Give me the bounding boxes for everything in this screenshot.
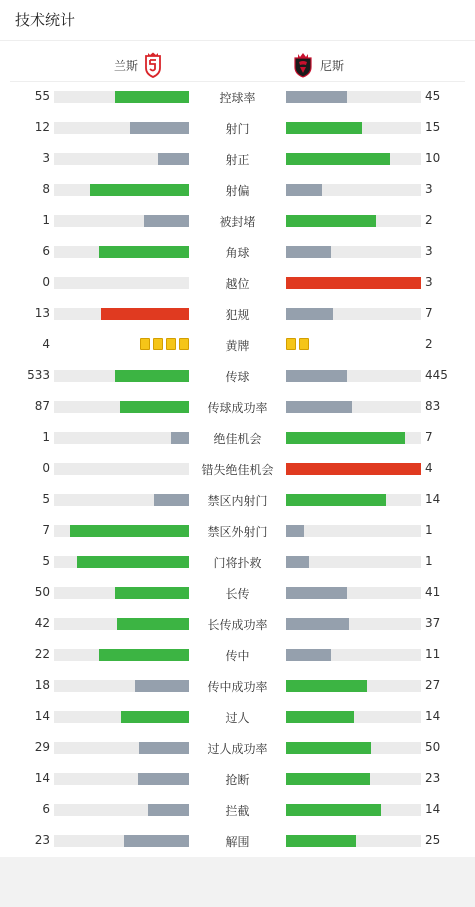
home-value: 18 bbox=[34, 678, 50, 692]
home-bar-track bbox=[54, 773, 189, 785]
stat-label: 门将扑救 bbox=[213, 556, 262, 570]
home-bar-track bbox=[54, 122, 189, 134]
away-value: 7 bbox=[425, 306, 433, 320]
away-bar bbox=[286, 680, 367, 692]
home-bar bbox=[121, 711, 189, 723]
yellow-card-icon bbox=[166, 338, 176, 350]
home-value: 0 bbox=[42, 275, 50, 289]
away-value: 4 bbox=[425, 461, 433, 475]
home-value: 22 bbox=[34, 647, 50, 661]
away-bar-track bbox=[286, 401, 421, 413]
home-bar-track bbox=[54, 463, 189, 475]
home-value: 12 bbox=[34, 120, 50, 134]
away-bar-track bbox=[286, 153, 421, 165]
stat-row bbox=[0, 422, 475, 453]
away-value: 14 bbox=[425, 802, 441, 816]
home-value: 14 bbox=[34, 709, 50, 723]
home-value: 13 bbox=[34, 306, 50, 320]
reims-crest-icon bbox=[144, 52, 162, 78]
away-bar-track bbox=[286, 587, 421, 599]
away-bar bbox=[286, 711, 354, 723]
stat-label: 传球成功率 bbox=[207, 401, 268, 415]
stats-list bbox=[0, 81, 475, 856]
home-value: 23 bbox=[34, 833, 50, 847]
away-bar bbox=[286, 649, 331, 661]
home-bar bbox=[138, 773, 189, 785]
away-value: 37 bbox=[425, 616, 441, 630]
away-bar bbox=[286, 494, 386, 506]
stat-label: 错失绝佳机会 bbox=[201, 463, 274, 477]
away-bar-track bbox=[286, 91, 421, 103]
home-value: 533 bbox=[27, 368, 50, 382]
home-value: 0 bbox=[42, 461, 50, 475]
stat-row bbox=[0, 236, 475, 267]
away-bar-track bbox=[286, 122, 421, 134]
home-bar-track bbox=[54, 401, 189, 413]
home-value: 29 bbox=[34, 740, 50, 754]
home-bar bbox=[90, 184, 189, 196]
stat-row bbox=[0, 143, 475, 174]
stat-label: 传中成功率 bbox=[207, 680, 268, 694]
home-value: 14 bbox=[34, 771, 50, 785]
stat-row bbox=[0, 608, 475, 639]
away-bar-track bbox=[286, 277, 421, 289]
home-bar-track bbox=[54, 680, 189, 692]
away-bar bbox=[286, 587, 347, 599]
stat-label: 射正 bbox=[225, 153, 250, 167]
away-value: 15 bbox=[425, 120, 441, 134]
home-value: 42 bbox=[34, 616, 50, 630]
stat-row bbox=[0, 391, 475, 422]
away-bar bbox=[286, 215, 376, 227]
home-bar bbox=[171, 432, 189, 444]
stat-row bbox=[0, 701, 475, 732]
page-title: 技术统计 bbox=[15, 11, 76, 29]
stat-label: 绝佳机会 bbox=[213, 432, 262, 446]
away-value: 3 bbox=[425, 182, 433, 196]
home-value: 55 bbox=[34, 89, 50, 103]
away-bar bbox=[286, 91, 347, 103]
away-bar-track bbox=[286, 370, 421, 382]
yellow-card-icon bbox=[140, 338, 150, 350]
home-value: 8 bbox=[42, 182, 50, 196]
home-bar bbox=[115, 587, 189, 599]
stat-label: 禁区内射门 bbox=[207, 494, 268, 508]
home-bar-track bbox=[54, 742, 189, 754]
home-team-name: 兰斯 bbox=[113, 58, 138, 73]
away-bar-track bbox=[286, 308, 421, 320]
yellow-card-icon bbox=[299, 338, 309, 350]
stat-label: 禁区外射门 bbox=[207, 525, 268, 539]
home-bar-track bbox=[54, 432, 189, 444]
away-bar-track bbox=[286, 649, 421, 661]
stat-label: 角球 bbox=[225, 246, 250, 260]
away-value: 83 bbox=[425, 399, 441, 413]
stat-row bbox=[0, 484, 475, 515]
stat-row bbox=[0, 329, 475, 360]
stat-label: 越位 bbox=[225, 277, 250, 291]
home-bar-track bbox=[54, 91, 189, 103]
stat-row bbox=[0, 763, 475, 794]
stat-label: 拦截 bbox=[225, 804, 250, 818]
home-bar-track bbox=[54, 711, 189, 723]
home-bar-track bbox=[54, 618, 189, 630]
home-value: 5 bbox=[42, 492, 50, 506]
away-bar-track bbox=[286, 680, 421, 692]
home-bar bbox=[101, 308, 189, 320]
home-bar-track bbox=[54, 277, 189, 289]
home-bar-track bbox=[54, 184, 189, 196]
home-bar bbox=[135, 680, 189, 692]
away-bar-track bbox=[286, 494, 421, 506]
away-value: 23 bbox=[425, 771, 441, 785]
home-bar bbox=[148, 804, 189, 816]
away-value: 50 bbox=[425, 740, 441, 754]
stat-row bbox=[0, 205, 475, 236]
away-value: 10 bbox=[425, 151, 441, 165]
stat-row bbox=[0, 670, 475, 701]
away-value: 3 bbox=[425, 244, 433, 258]
stat-row bbox=[0, 825, 475, 856]
stat-row bbox=[0, 360, 475, 391]
home-bar-track bbox=[54, 370, 189, 382]
away-bar-track bbox=[286, 618, 421, 630]
away-bar bbox=[286, 773, 370, 785]
stat-label: 射门 bbox=[225, 122, 250, 136]
home-bar bbox=[115, 91, 189, 103]
away-bar-track bbox=[286, 773, 421, 785]
away-bar-track bbox=[286, 463, 421, 475]
home-bar bbox=[115, 370, 189, 382]
away-value: 1 bbox=[425, 523, 433, 537]
stat-label: 黄牌 bbox=[225, 339, 250, 353]
stat-row bbox=[0, 515, 475, 546]
away-value: 2 bbox=[425, 337, 433, 351]
away-bar bbox=[286, 401, 352, 413]
away-value: 2 bbox=[425, 213, 433, 227]
home-bar bbox=[120, 401, 189, 413]
away-bar-track bbox=[286, 742, 421, 754]
away-bar-track bbox=[286, 556, 421, 568]
home-bar-track bbox=[54, 587, 189, 599]
away-value: 445 bbox=[425, 368, 448, 382]
away-bar bbox=[286, 556, 309, 568]
home-bar-track bbox=[54, 649, 189, 661]
nice-crest-icon bbox=[292, 52, 314, 78]
stat-row bbox=[0, 546, 475, 577]
away-team-name: 尼斯 bbox=[320, 58, 345, 73]
stat-label: 抢断 bbox=[225, 773, 250, 787]
home-bar bbox=[139, 742, 189, 754]
home-value: 1 bbox=[42, 430, 50, 444]
home-bar bbox=[144, 215, 189, 227]
home-bar-track bbox=[54, 835, 189, 847]
home-value: 3 bbox=[42, 151, 50, 165]
stat-row bbox=[0, 639, 475, 670]
home-bar-track bbox=[54, 525, 189, 537]
away-bar-track bbox=[286, 215, 421, 227]
stat-row bbox=[0, 174, 475, 205]
divider bbox=[0, 40, 475, 41]
home-value: 50 bbox=[34, 585, 50, 599]
home-value: 4 bbox=[42, 337, 50, 351]
away-bar-track bbox=[286, 184, 421, 196]
home-bar-track bbox=[54, 308, 189, 320]
stat-label: 被封堵 bbox=[219, 215, 256, 229]
home-bar-track bbox=[54, 246, 189, 258]
away-value: 45 bbox=[425, 89, 441, 103]
home-value: 6 bbox=[42, 244, 50, 258]
home-bar bbox=[99, 649, 189, 661]
away-bar-track bbox=[286, 525, 421, 537]
home-bar-track bbox=[54, 153, 189, 165]
stat-label: 过人 bbox=[225, 711, 250, 725]
home-bar bbox=[130, 122, 189, 134]
stat-row bbox=[0, 732, 475, 763]
away-value: 1 bbox=[425, 554, 433, 568]
away-bar-track bbox=[286, 804, 421, 816]
home-bar bbox=[158, 153, 189, 165]
away-value: 14 bbox=[425, 709, 441, 723]
home-bar-track bbox=[54, 804, 189, 816]
yellow-card-icon bbox=[153, 338, 163, 350]
home-bar bbox=[70, 525, 189, 537]
stat-row bbox=[0, 112, 475, 143]
home-bar bbox=[77, 556, 189, 568]
stat-label: 控球率 bbox=[219, 91, 256, 105]
away-bar bbox=[286, 804, 381, 816]
home-bar bbox=[117, 618, 189, 630]
stat-row bbox=[0, 298, 475, 329]
stat-row bbox=[0, 453, 475, 484]
yellow-card-icon bbox=[286, 338, 296, 350]
away-bar bbox=[286, 432, 405, 444]
home-team[interactable] bbox=[114, 52, 162, 78]
stat-label: 射偏 bbox=[225, 184, 250, 198]
away-value: 41 bbox=[425, 585, 441, 599]
home-bar-track bbox=[54, 215, 189, 227]
stat-label: 过人成功率 bbox=[207, 742, 268, 756]
away-value: 25 bbox=[425, 833, 441, 847]
away-bar bbox=[286, 277, 421, 289]
away-bar bbox=[286, 308, 333, 320]
team-header bbox=[0, 44, 475, 80]
away-value: 14 bbox=[425, 492, 441, 506]
stat-row bbox=[0, 577, 475, 608]
home-value: 6 bbox=[42, 802, 50, 816]
away-team[interactable] bbox=[292, 52, 344, 78]
home-value: 87 bbox=[34, 399, 50, 413]
away-bar bbox=[286, 463, 421, 475]
stat-row bbox=[0, 81, 475, 112]
home-value: 7 bbox=[42, 523, 50, 537]
away-bar-track bbox=[286, 432, 421, 444]
away-value: 11 bbox=[425, 647, 441, 661]
stat-label: 传中 bbox=[225, 649, 250, 663]
away-value: 27 bbox=[425, 678, 441, 692]
away-bar bbox=[286, 370, 347, 382]
stat-label: 解围 bbox=[225, 835, 250, 849]
stat-row bbox=[0, 267, 475, 298]
home-yellow-cards bbox=[140, 338, 189, 350]
stat-label: 传球 bbox=[225, 370, 250, 384]
away-bar bbox=[286, 525, 304, 537]
away-bar-track bbox=[286, 711, 421, 723]
away-yellow-cards bbox=[286, 338, 309, 350]
away-value: 7 bbox=[425, 430, 433, 444]
away-bar-track bbox=[286, 246, 421, 258]
away-bar bbox=[286, 742, 371, 754]
home-value: 5 bbox=[42, 554, 50, 568]
yellow-card-icon bbox=[179, 338, 189, 350]
home-bar bbox=[99, 246, 189, 258]
home-bar bbox=[154, 494, 189, 506]
away-bar bbox=[286, 618, 349, 630]
away-bar bbox=[286, 153, 390, 165]
away-bar bbox=[286, 246, 331, 258]
home-bar-track bbox=[54, 556, 189, 568]
stat-label: 犯规 bbox=[225, 308, 250, 322]
away-bar bbox=[286, 835, 356, 847]
stat-label: 长传成功率 bbox=[207, 618, 268, 632]
away-bar bbox=[286, 184, 322, 196]
stat-row bbox=[0, 794, 475, 825]
away-bar-track bbox=[286, 835, 421, 847]
stat-label: 长传 bbox=[225, 587, 250, 601]
home-bar bbox=[124, 835, 189, 847]
away-value: 3 bbox=[425, 275, 433, 289]
home-value: 1 bbox=[42, 213, 50, 227]
home-bar-track bbox=[54, 494, 189, 506]
away-bar bbox=[286, 122, 362, 134]
